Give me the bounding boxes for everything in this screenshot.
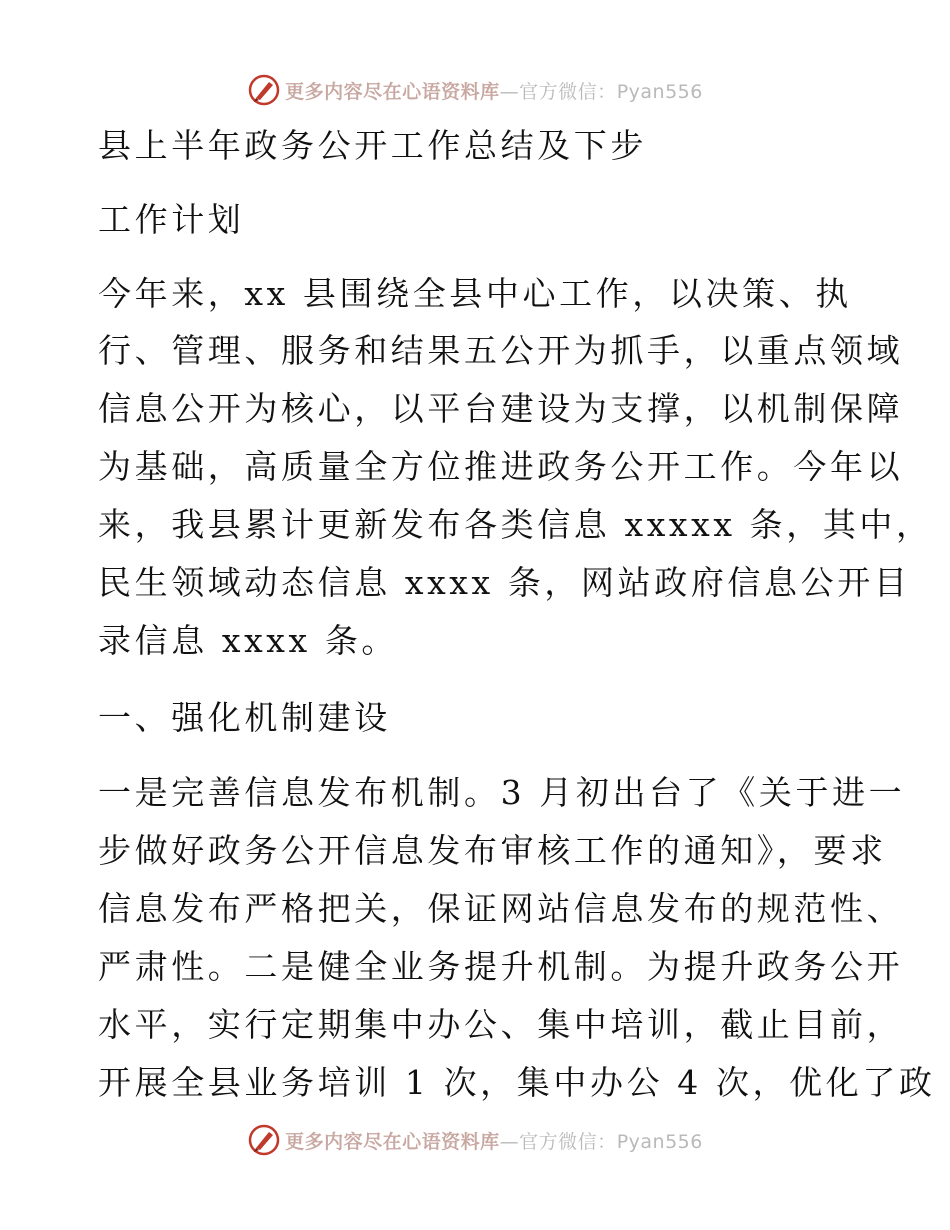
banner-wechat-id: Pyan556 (616, 1130, 703, 1153)
header-banner (0, 70, 950, 110)
intro-line: 行、管理、服务和结果五公开为抓手，以重点领域 (98, 331, 904, 370)
section-body-line: 水平，实行定期集中办公、集中培训，截止目前， (98, 1005, 904, 1044)
document-title-line-1: 县上半年政务公开工作总结及下步 (98, 126, 647, 165)
banner-wechat-label: 官方微信： (519, 80, 617, 103)
intro-line: 民生领域动态信息 xxxx 条，网站政府信息公开目 (98, 563, 911, 602)
quill-pen-icon (247, 73, 281, 107)
banner-content (247, 73, 703, 107)
intro-line: 来，我县累计更新发布各类信息 xxxxx 条，其中， (98, 505, 933, 544)
banner-text (285, 77, 703, 104)
banner-content (247, 1123, 703, 1157)
banner-separator: — (499, 80, 520, 103)
intro-line: 今年来，xx 县围绕全县中心工作，以决策、执 (98, 274, 852, 313)
footer-banner (0, 1120, 950, 1160)
banner-text (285, 1127, 703, 1154)
quill-pen-icon (247, 1123, 281, 1157)
banner-slogan: 更多内容尽在心语资料库 (285, 1130, 500, 1153)
banner-wechat-label: 官方微信： (519, 1130, 617, 1153)
section-body-line: 一是完善信息发布机制。3 月初出台了《关于进一 (98, 773, 906, 812)
intro-line: 为基础，高质量全方位推进政务公开工作。今年以 (98, 447, 904, 486)
section-body-line: 信息发布严格把关，保证网站信息发布的规范性、 (98, 889, 904, 928)
section-body-line: 严肃性。二是健全业务提升机制。为提升政务公开 (98, 947, 904, 986)
section-body-line: 步做好政务公开信息发布审核工作的通知》，要求 (98, 831, 887, 870)
intro-line: 录信息 xxxx 条。 (98, 621, 399, 660)
banner-slogan: 更多内容尽在心语资料库 (285, 80, 500, 103)
document-title-line-2: 工作计划 (98, 200, 245, 239)
intro-line: 信息公开为核心，以平台建设为支撑，以机制保障 (98, 389, 904, 428)
banner-wechat-id: Pyan556 (616, 80, 703, 103)
section-body-line: 开展全县业务培训 1 次，集中办公 4 次，优化了政 (98, 1063, 936, 1102)
section-heading: 一、强化机制建设 (98, 698, 391, 737)
banner-separator: — (499, 1130, 520, 1153)
